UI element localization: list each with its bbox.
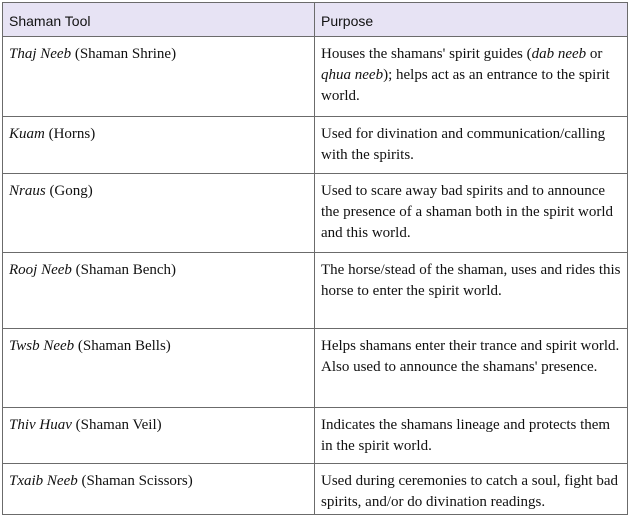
purpose-term: dab neeb [531, 46, 587, 62]
tool-name-cell [3, 464, 315, 515]
purpose-text: Houses the shamans' spirit guides ( [321, 46, 532, 62]
table-row [3, 253, 628, 329]
purpose-cell: Helps shamans enter their trance and spirit world. Also used to announce the shamans' presence. [315, 329, 628, 408]
purpose-text: ); helps act as an entrance to the spirit world. [321, 67, 610, 104]
tool-name-english: (Gong) [45, 183, 93, 199]
tool-name-english: (Shaman Veil) [71, 417, 162, 433]
tool-name-english: (Shaman Shrine) [71, 46, 177, 62]
purpose-cell: Indicates the shamans lineage and protects them in the spirit world. [315, 408, 628, 464]
tool-name-hmong: Kuam [9, 126, 45, 142]
tool-name-english: (Shaman Bells) [74, 338, 171, 354]
tool-name-hmong: Rooj Neeb [9, 262, 72, 278]
tool-name-cell [3, 253, 315, 329]
table-header-row [3, 3, 628, 37]
tool-name-cell [3, 37, 315, 117]
purpose-cell: Used during ceremonies to catch a soul, fight bad spirits, and/or do divination readings. [315, 464, 628, 515]
purpose-cell [315, 37, 628, 117]
table-row [3, 329, 628, 408]
table-row [3, 37, 628, 117]
table-row [3, 174, 628, 253]
tool-name-hmong: Thiv Huav [9, 417, 72, 433]
tool-name-hmong: Txaib Neeb [9, 473, 78, 489]
purpose-term: qhua neeb [321, 67, 384, 83]
table-row [3, 464, 628, 515]
header-shaman-tool: Shaman Tool [3, 3, 315, 37]
header-purpose: Purpose [315, 3, 628, 37]
tool-name-cell [3, 174, 315, 253]
tool-name-hmong: Nraus [9, 183, 46, 199]
table-row [3, 408, 628, 464]
purpose-cell: Used to scare away bad spirits and to announce the presence of a shaman both in the spirit world and this world. [315, 174, 628, 253]
shaman-tools-table [2, 2, 628, 515]
tool-name-cell [3, 408, 315, 464]
tool-name-english: (Shaman Scissors) [77, 473, 193, 489]
table-row [3, 117, 628, 174]
tool-name-cell [3, 117, 315, 174]
purpose-cell: The horse/stead of the shaman, uses and rides this horse to enter the spirit world. [315, 253, 628, 329]
tool-name-english: (Shaman Bench) [71, 262, 177, 278]
tool-name-hmong: Twsb Neeb [9, 338, 75, 354]
tool-name-cell [3, 329, 315, 408]
tool-name-english: (Horns) [44, 126, 96, 142]
purpose-cell: Used for divination and communication/calling with the spirits. [315, 117, 628, 174]
purpose-text: or [586, 46, 603, 62]
tool-name-hmong: Thaj Neeb [9, 46, 72, 62]
